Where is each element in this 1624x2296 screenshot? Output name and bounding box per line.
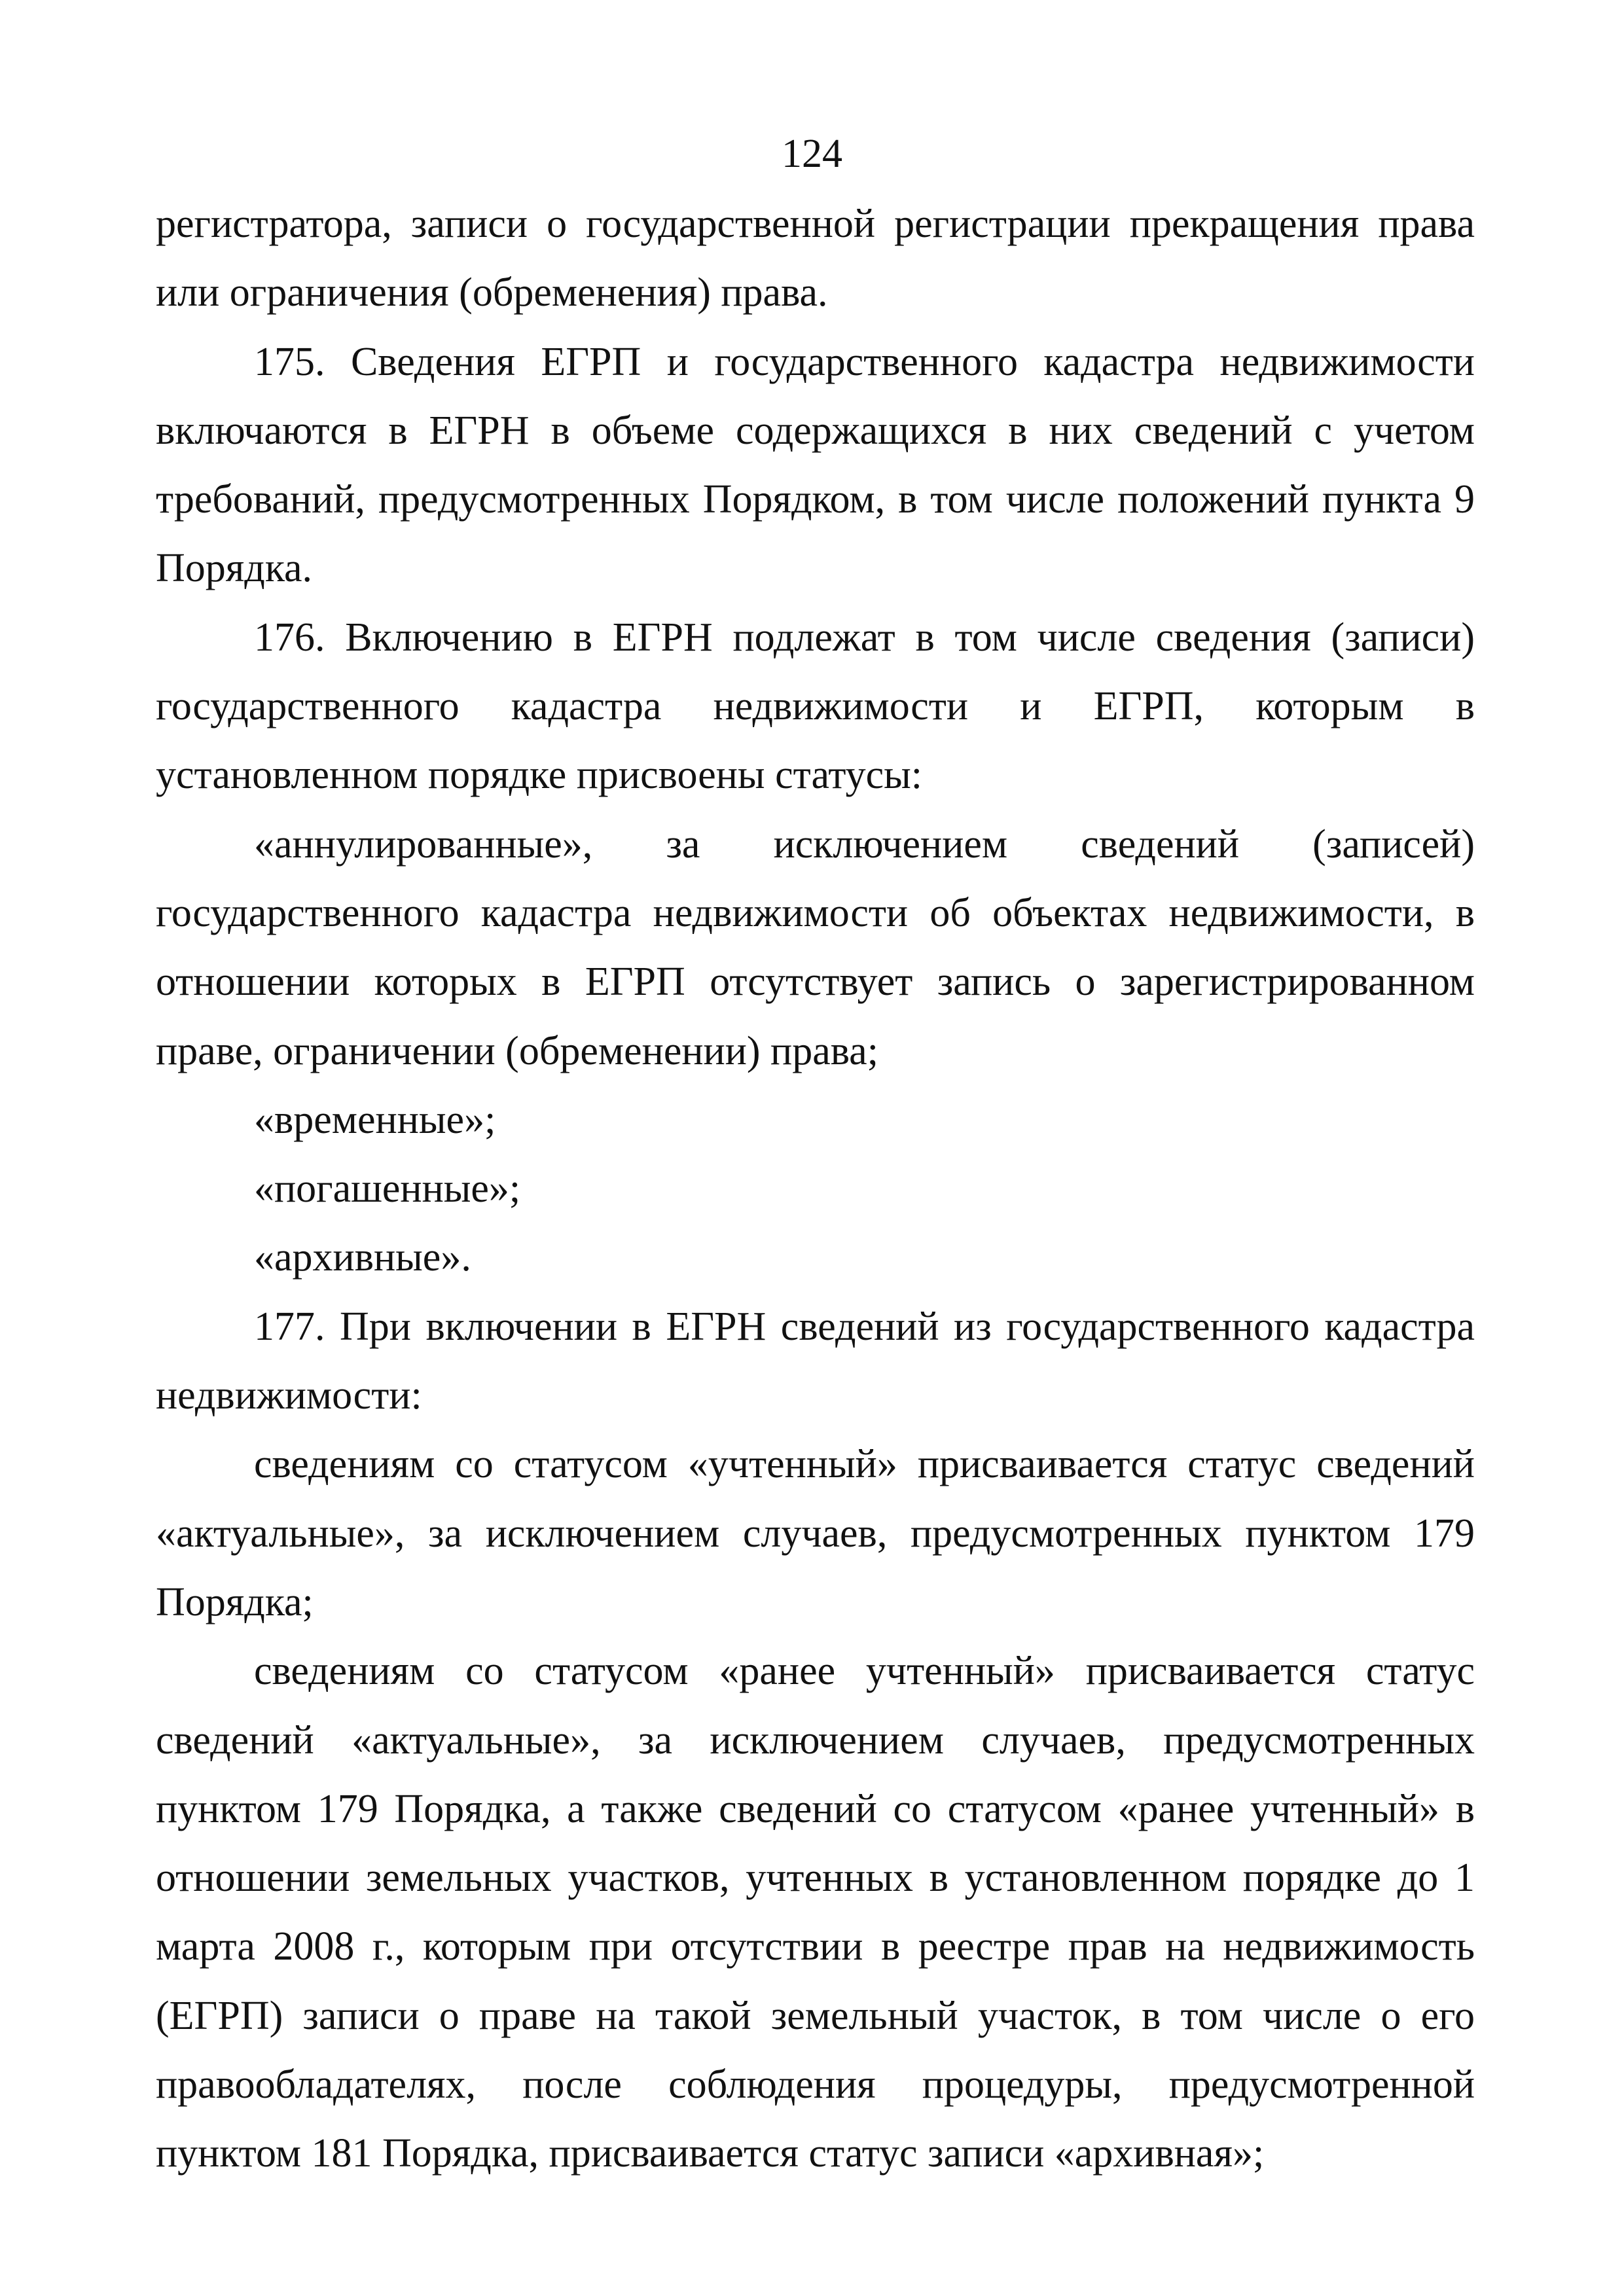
status-item-archived: «архивные». <box>254 1235 471 1280</box>
paragraph-175: 175. Сведения ЕГРП и государственного кадастра недвижимости включаются в ЕГРН в объеме содержащихся в них сведений с учетом требований, предусмотренных Порядком, в том числе положений пункта 9 Порядка. <box>156 339 1475 591</box>
paragraph-177: 177. При включении в ЕГРН сведений из государственного кадастра недвижимости: <box>156 1304 1475 1418</box>
status-item-repaid: «погашенные»; <box>254 1166 521 1211</box>
page-number: 124 <box>782 132 842 176</box>
paragraph-177-item-accounted: сведениям со статусом «учтенный» присваивается статус сведений «актуальные», за исключением случаев, предусмотренных пунктом 179 Порядка; <box>156 1442 1475 1624</box>
paragraph-177-item-previously-accounted: сведениям со статусом «ранее учтенный» присваивается статус сведений «актуальные», за исключением случаев, предусмотренных пунктом 179 Порядка, а также сведений со статусом «ранее учтенный» в отношении земельных участков, учтенных в установленном порядке до 1 марта 2008 г., которым при отсутствии в реестре прав на недвижимость (ЕГРП) записи о праве на такой земельный участок, в том числе о его правообладателях, после соблюдения процедуры, предусмотренной пунктом 181 Порядка, присваивается статус записи «архивная»; <box>156 1649 1475 2176</box>
paragraph-176: 176. Включению в ЕГРН подлежат в том числе сведения (записи) государственного кадастра недвижимости и ЕГРП, которым в установленном порядке присвоены статусы: <box>156 615 1475 798</box>
paragraph-continuation: регистратора, записи о государственной регистрации прекращения права или ограничения (обременения) права. <box>156 202 1475 315</box>
status-item-annulled: «аннулированные», за исключением сведений (записей) государственного кадастра недвижимости об объектах недвижимости, в отношении которых в ЕГРП отсутствует запись о зарегистрированном праве, ограничении (обременении) права; <box>156 821 1475 1073</box>
document-body <box>156 190 1475 2189</box>
status-item-temporary: «временные»; <box>254 1097 496 1142</box>
